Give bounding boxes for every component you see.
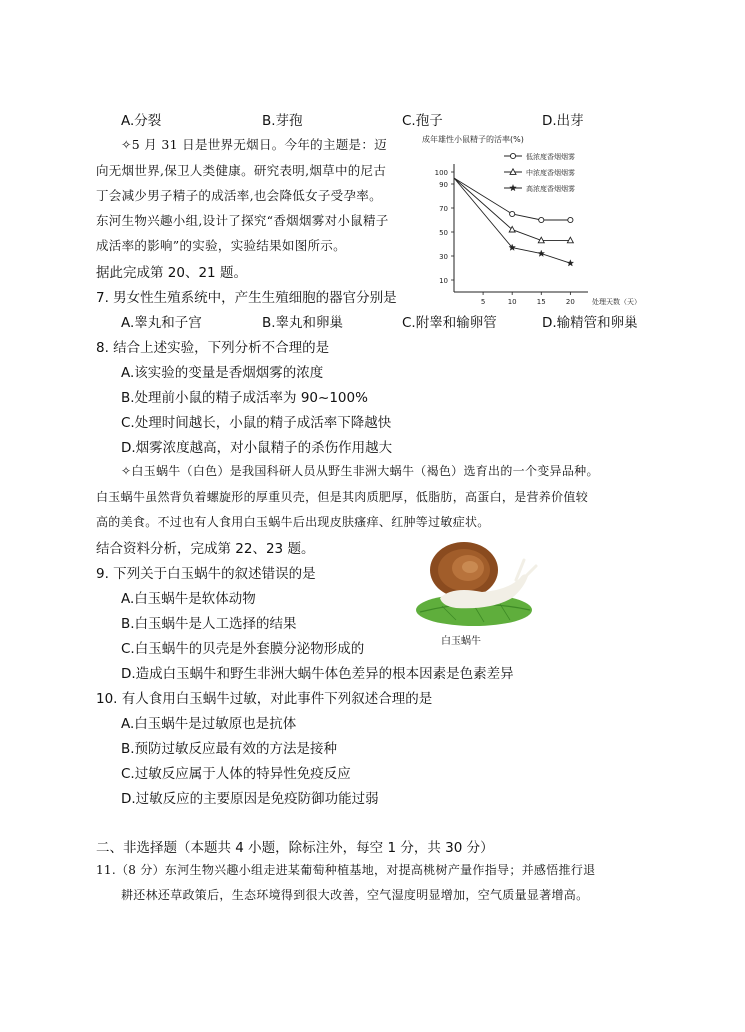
question-8-stem: 8. 结合上述实验，下列分析不合理的是 <box>96 340 330 356</box>
passage2-line: 白玉蜗牛虽然背负着螺旋形的厚重贝壳，但是其肉质肥厚，低脂肪，高蛋白，是营养价值较 <box>96 490 589 504</box>
passage1-line: ✧5 月 31 日是世界无烟日。今年的主题是：迈 <box>121 137 387 152</box>
q9-option-d: D.造成白玉蜗牛和野生非洲大蜗牛体色差异的根本因素是色素差异 <box>121 666 514 682</box>
data-point <box>538 250 544 256</box>
q8-option-b: B.处理前小鼠的精子成活率为 90~100% <box>121 390 368 406</box>
question-7-stem: 7. 男女性生殖系统中，产生生殖细胞的器官分别是 <box>96 290 397 306</box>
q9-option-a: A.白玉蜗牛是软体动物 <box>121 591 256 607</box>
q10-option-a: A.白玉蜗牛是过敏原也是抗体 <box>121 716 297 732</box>
question-10-stem: 10. 有人食用白玉蜗牛过敏，对此事件下列叙述合理的是 <box>96 691 433 707</box>
question-11-line: 11.（8 分）东河生物兴趣小组走进某葡萄种植基地，对提高桃树产量作指导；并感悟推行退 <box>96 863 596 877</box>
x-tick-label: 20 <box>565 298 575 306</box>
question-11-line: 耕还林还草政策后，生态环境得到很大改善，空气湿度明显增加，空气质量显著增高。 <box>121 888 589 902</box>
passage2-instruction: 结合资料分析，完成第 22、23 题。 <box>96 541 315 557</box>
q7-option-c: C.附睾和输卵管 <box>402 315 497 331</box>
q9-option-b: B.白玉蜗牛是人工选择的结果 <box>121 616 297 632</box>
y-tick-label: 70 <box>439 205 448 213</box>
option-a: A.分裂 <box>121 113 162 129</box>
y-tick-label: 90 <box>439 181 448 189</box>
white-jade-snail-image <box>412 536 542 636</box>
y-tick-label: 100 <box>434 169 448 177</box>
q8-option-c: C.处理时间越长，小鼠的精子成活率下降越快 <box>121 415 392 431</box>
data-point <box>568 217 573 222</box>
legend-entry: 中浓度香烟烟雾 <box>526 169 575 177</box>
passage1-line: 向无烟世界,保卫人类健康。研究表明,烟草中的尼古 <box>96 163 387 178</box>
data-point <box>510 153 515 158</box>
image-caption: 白玉蜗牛 <box>441 636 481 647</box>
passage1-line: 丁会减少男子精子的成活率,也会降低女子受孕率。 <box>96 188 382 203</box>
q10-option-d: D.过敏反应的主要原因是免疫防御功能过弱 <box>121 791 379 807</box>
x-axis-label: 处理天数（天） <box>592 298 641 306</box>
option-d: D.出芽 <box>542 113 584 129</box>
passage2-line: 高的美食。不过也有人食用白玉蜗牛后出现皮肤瘙痒、红肿等过敏症状。 <box>96 515 490 529</box>
passage1-instruction: 据此完成第 20、21 题。 <box>96 265 247 281</box>
y-tick-label: 50 <box>439 229 448 237</box>
passage2-line: ✧白玉蜗牛（白色）是我国科研人员从野生非洲大蜗牛（褐色）选育出的一个变异品种。 <box>121 464 599 478</box>
passage1-line: 东河生物兴趣小组,设计了探究“香烟烟雾对小鼠精子 <box>96 213 389 228</box>
chart-title: 成年雄性小鼠精子的活率(%) <box>422 135 524 144</box>
q8-option-a: A.该实验的变量是香烟烟雾的浓度 <box>121 365 324 381</box>
y-tick-label: 30 <box>439 253 448 261</box>
q8-option-d: D.烟雾浓度越高，对小鼠精子的杀伤作用越大 <box>121 440 393 456</box>
sperm-survival-chart <box>418 132 648 310</box>
data-point <box>539 217 544 222</box>
passage1-line: 成活率的影响”的实验，实验结果如图所示。 <box>96 238 346 253</box>
x-tick-label: 15 <box>536 298 546 306</box>
q7-option-a: A.睾丸和子宫 <box>121 315 202 331</box>
option-b: B.芽孢 <box>262 113 303 129</box>
question-9-stem: 9. 下列关于白玉蜗牛的叙述错误的是 <box>96 566 316 582</box>
x-tick-label: 5 <box>480 298 486 306</box>
q9-option-c: C.白玉蜗牛的贝壳是外套膜分泌物形成的 <box>121 641 365 657</box>
x-tick-label: 10 <box>507 298 517 306</box>
y-tick-label: 10 <box>439 277 448 285</box>
q10-option-b: B.预防过敏反应最有效的方法是接种 <box>121 741 338 757</box>
option-c: C.孢子 <box>402 113 443 129</box>
data-point <box>510 211 515 216</box>
q7-option-d: D.输精管和卵巢 <box>542 315 638 331</box>
data-point <box>567 260 573 266</box>
legend-entry: 低浓度香烟烟雾 <box>526 153 575 161</box>
data-point <box>510 185 516 191</box>
section-2-heading: 二、非选择题（本题共 4 小题，除标注外，每空 1 分，共 30 分） <box>96 840 494 856</box>
legend-entry: 高浓度香烟烟雾 <box>526 185 575 193</box>
q7-option-b: B.睾丸和卵巢 <box>262 315 344 331</box>
q10-option-c: C.过敏反应属于人体的特异性免疫反应 <box>121 766 351 782</box>
